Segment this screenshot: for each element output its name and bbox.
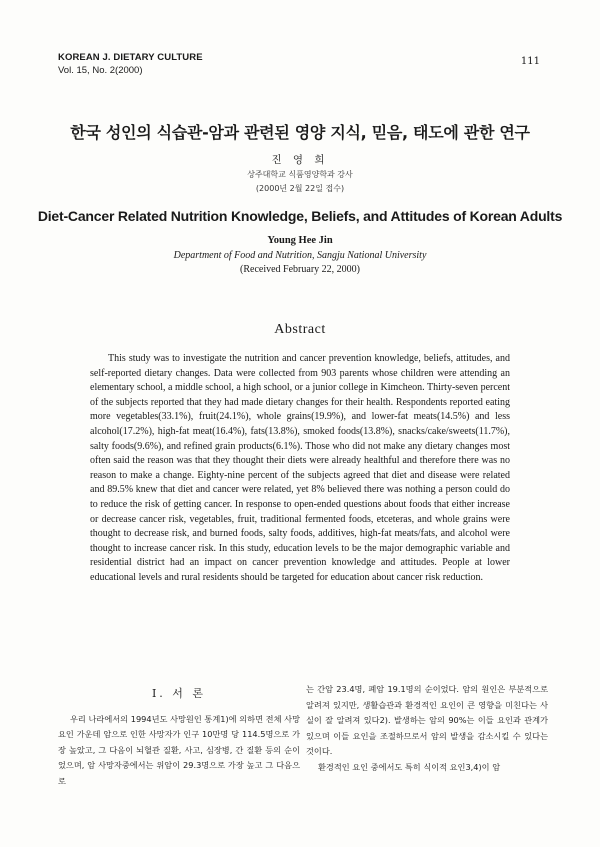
english-title: Diet-Cancer Related Nutrition Knowledge, Beliefs, and Attitudes of Korean Adults [37, 208, 563, 224]
body-paragraph: 환경적인 요인 중에서도 특히 식이적 요인3,4)이 암 [318, 761, 501, 772]
journal-header [58, 52, 203, 76]
journal-name: KOREAN J. DIETARY CULTURE [58, 52, 203, 63]
korean-author: 진 영 희 [271, 154, 329, 166]
abstract-text: This study was to investigate the nutrition and cancer prevention knowledge, beliefs, attitudes, and self-reported dietary changes. Data were collected from 903 parents whose children were attending an elementary school, a middle school, a high school, or a junior college in Kimcheon. Thirty-seven percent of the subjects reported that they had made dietary changes for their health. Respondents reported eating more vegetables(33.1%), fruit(24.1%), whole grains(19.9%), and lower-fat meats(14.5%) and less alcohol(17.2%), high-fat meat(16.4%), fats(13.8%), smoked foods(13.8%), snacks/cake/sweets(11.7%), salty foods(9.6%), and refined grain products(6.1%). Those who did not make any dietary changes most often said the reason was that they thought their diets were already healthful and therefore there was no reason to make a change. Eighty-nine percent of the subjects agreed that diet and disease were related and 89.5% knew that diet and cancer were related, yet 8% believed there was nothing a person could do to reduce the risk of getting cancer. In response to open-ended questions about foods that either increase or decrease cancer risk, vegetables, fruit, traditional fermented foods, etceteras, and whole grains were thought to decrease risk, and burned foods, salty foods, additives, high-fat meats/fats, and alcohol were thought to increase cancer risk. In this study, education levels to be the major demographic variable and residential district had an impact on cancer prevention knowledge and attitudes. People at lower educational levels and rural residents should be targeted for education about cancer risk reduction. [90, 353, 510, 583]
body-left-column [58, 682, 300, 790]
korean-title: 한국 성인의 식습관-암과 관련된 영양 지식, 믿음, 태도에 관한 연구 [70, 123, 530, 142]
journal-volume: Vol. 15, No. 2(2000) [58, 65, 143, 76]
section-heading-introduction: I. 서 론 [151, 687, 207, 700]
english-author: Young Hee Jin [267, 235, 333, 246]
korean-received-date: (2000년 2월 22일 접수) [255, 184, 345, 193]
body-right-column [306, 682, 548, 776]
english-received-date: (Received February 22, 2000) [240, 264, 360, 275]
english-affiliation: Department of Food and Nutrition, Sangju National University [173, 250, 427, 261]
body-paragraph: 는 간암 23.4명, 폐암 19.1명의 순이었다. 암의 원인은 부분적으로 알려져 있지만, 생활습관과 환경적인 요인이 큰 영향을 미친다는 사실이 잘 알려져 있다2). 발생하는 암의 90%는 이들 요인과 관계가 있으며 이들 요인을 조절하므로서 암의 발생을 감소시킬 수 있다는 것이다. [306, 684, 548, 757]
page-number: 111 [520, 56, 540, 67]
abstract-heading: Abstract [274, 322, 326, 337]
body-paragraph: 우리 나라에서의 1994년도 사망원인 통계1)에 의하면 전체 사망 요인 가운데 암으로 인한 사망자가 인구 10만명 당 114.5명으로 가장 높았고, 그 다음이 뇌혈관 질환, 사고, 심장병, 간 질환 등의 순이었으며, 암 사망자중에서는 위암이 29.3명으로 가장 높고 그 다음으로 [58, 713, 300, 786]
korean-affiliation: 상주대학교 식품영양학과 강사 [247, 170, 353, 179]
